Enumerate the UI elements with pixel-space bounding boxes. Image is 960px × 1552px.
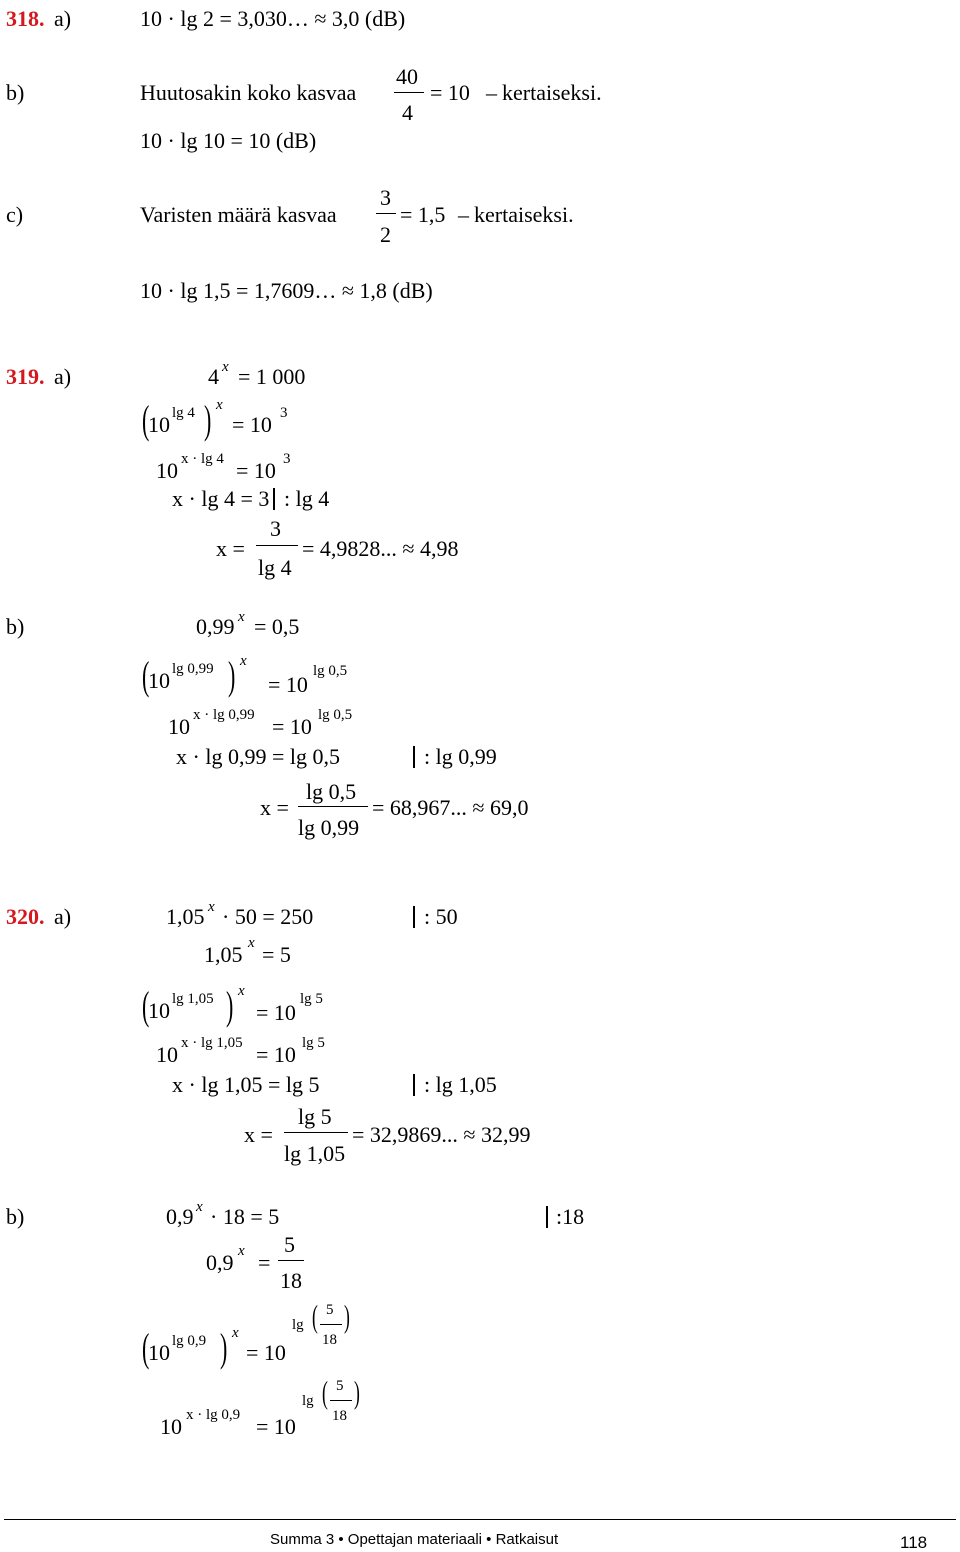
left-paren: ( bbox=[142, 397, 150, 442]
divider-bar bbox=[546, 1206, 548, 1228]
text-318c: Varisten määrä kasvaa bbox=[140, 202, 337, 227]
divider-bar bbox=[413, 1074, 415, 1096]
part-c-label: c) bbox=[6, 202, 24, 227]
math-equals: = bbox=[258, 1250, 271, 1275]
math-rest: = 5 bbox=[262, 942, 291, 967]
math-exponent: lg 0,5 bbox=[313, 663, 348, 679]
divider-bar bbox=[413, 906, 415, 928]
problem-number-320: 320. bbox=[6, 904, 45, 929]
math-base: 0,9 bbox=[166, 1204, 194, 1229]
math-rest: = 68,967... ≈ 69,0 bbox=[372, 795, 529, 820]
math-exponent: x bbox=[238, 1243, 245, 1259]
part-b-label: b) bbox=[6, 614, 25, 639]
math-rest: = 32,9869... ≈ 32,99 bbox=[352, 1122, 531, 1147]
math-exponent: x · lg 0,99 bbox=[193, 707, 255, 723]
fraction-denominator: 2 bbox=[380, 222, 391, 247]
math-exponent: x · lg 4 bbox=[181, 451, 224, 467]
math-inner-exponent: lg 4 bbox=[172, 405, 195, 421]
fraction-bar bbox=[256, 545, 298, 546]
divider-bar bbox=[273, 488, 275, 510]
math-base: 4 bbox=[208, 364, 219, 389]
fraction-bar bbox=[376, 213, 396, 214]
math-base: 10 bbox=[148, 1340, 170, 1365]
math-base: 10 bbox=[148, 668, 170, 693]
fraction-numerator: 3 bbox=[270, 516, 281, 541]
equation-line: x · lg 4 = 3 bbox=[172, 486, 270, 511]
math-base: 0,99 bbox=[196, 614, 235, 639]
part-a-label: a) bbox=[54, 6, 72, 31]
equation-318b: 10 · lg 10 = 10 (dB) bbox=[140, 128, 317, 153]
math-rest: = 0,5 bbox=[254, 614, 300, 639]
math-base: 10 bbox=[168, 714, 190, 739]
math-equals: = 10 bbox=[256, 1042, 296, 1067]
math-exponent: 3 bbox=[280, 405, 288, 421]
footer-rule bbox=[4, 1519, 956, 1520]
operation-label: : lg 1,05 bbox=[424, 1072, 497, 1097]
fraction-denominator: 18 bbox=[280, 1268, 302, 1293]
left-paren: ( bbox=[142, 983, 150, 1028]
part-a-label: a) bbox=[54, 364, 72, 389]
part-b-label: b) bbox=[6, 1204, 25, 1229]
math-exponent: 3 bbox=[283, 451, 291, 467]
operation-label: : lg 0,99 bbox=[424, 744, 497, 769]
fraction-denominator: lg 4 bbox=[258, 555, 292, 580]
math-rest: · 18 = 5 bbox=[210, 1204, 280, 1229]
part-b-label: b) bbox=[6, 80, 25, 105]
math-lg: lg bbox=[302, 1393, 314, 1409]
math-exponent: x bbox=[238, 609, 245, 625]
math-outer-exponent: x bbox=[216, 397, 223, 413]
math-exponent: lg 0,5 bbox=[318, 707, 353, 723]
math-equals: = 10 bbox=[256, 1000, 296, 1025]
math-base: 0,9 bbox=[206, 1250, 234, 1275]
math-equals: = 10 bbox=[236, 458, 276, 483]
operation-label: : 50 bbox=[424, 904, 458, 929]
part-a-label: a) bbox=[54, 904, 72, 929]
math-exponent: x · lg 1,05 bbox=[181, 1035, 243, 1051]
equation-line: x · lg 1,05 = lg 5 bbox=[172, 1072, 320, 1097]
math-exponent: x bbox=[208, 899, 215, 915]
math-base: 10 bbox=[156, 458, 178, 483]
text-kertaiseksi: kertaiseksi. bbox=[474, 202, 574, 227]
right-paren: ) bbox=[228, 653, 236, 698]
math-exponent: lg 5 bbox=[300, 991, 323, 1007]
fraction-numerator: lg 0,5 bbox=[306, 779, 357, 804]
math-base: 10 bbox=[148, 412, 170, 437]
fraction-bar bbox=[330, 1400, 352, 1401]
math-inner-exponent: lg 1,05 bbox=[172, 991, 214, 1007]
math-rest: = 1 000 bbox=[238, 364, 306, 389]
equation-318c: 10 · lg 1,5 = 1,7609… ≈ 1,8 (dB) bbox=[140, 278, 433, 303]
equation-result: = 1,5 bbox=[400, 202, 446, 227]
math-lhs: x = bbox=[260, 795, 289, 820]
fraction-numerator: 3 bbox=[380, 185, 391, 210]
right-paren: ) bbox=[204, 397, 212, 442]
math-exponent: x bbox=[248, 935, 255, 951]
left-paren: ( bbox=[312, 1298, 318, 1334]
fraction-numerator: 5 bbox=[336, 1378, 344, 1394]
math-base: 1,05 bbox=[204, 942, 243, 967]
text-318b: Huutosakin koko kasvaa bbox=[140, 80, 357, 105]
fraction-denominator: 4 bbox=[402, 100, 413, 125]
math-base: 10 bbox=[160, 1414, 182, 1439]
math-equals: = 10 bbox=[246, 1340, 286, 1365]
left-paren: ( bbox=[322, 1374, 328, 1410]
fraction-denominator: lg 0,99 bbox=[298, 815, 360, 840]
math-inner-exponent: lg 0,99 bbox=[172, 661, 214, 677]
fraction-bar bbox=[394, 92, 424, 93]
left-paren: ( bbox=[142, 1325, 150, 1370]
math-lhs: x = bbox=[244, 1122, 273, 1147]
fraction-numerator: 40 bbox=[396, 64, 418, 89]
fraction-denominator: 18 bbox=[322, 1332, 337, 1348]
math-equals: = 10 bbox=[268, 672, 308, 697]
fraction-bar bbox=[284, 1132, 348, 1133]
fraction-bar bbox=[298, 806, 368, 807]
divider-bar bbox=[413, 746, 415, 768]
fraction-numerator: 5 bbox=[326, 1302, 334, 1318]
math-exponent: x bbox=[196, 1199, 203, 1215]
math-lg: lg bbox=[292, 1317, 304, 1333]
math-rest: = 4,9828... ≈ 4,98 bbox=[302, 536, 459, 561]
math-outer-exponent: x bbox=[232, 1325, 239, 1341]
right-paren: ) bbox=[220, 1325, 228, 1370]
problem-number-318: 318. bbox=[6, 6, 45, 31]
math-lhs: x = bbox=[216, 536, 245, 561]
dash: – bbox=[458, 202, 469, 227]
fraction-numerator: 5 bbox=[284, 1232, 295, 1257]
fraction-denominator: lg 1,05 bbox=[284, 1141, 346, 1166]
text-kertaiseksi: kertaiseksi. bbox=[502, 80, 602, 105]
math-outer-exponent: x bbox=[238, 983, 245, 999]
fraction-bar bbox=[278, 1260, 304, 1261]
math-outer-exponent: x bbox=[240, 653, 247, 669]
problem-number-319: 319. bbox=[6, 364, 45, 389]
equation-318a: 10 · lg 2 = 3,030… ≈ 3,0 (dB) bbox=[140, 6, 406, 31]
math-equals: = 10 bbox=[256, 1414, 296, 1439]
equation-line: x · lg 0,99 = lg 0,5 bbox=[176, 744, 340, 769]
right-paren: ) bbox=[354, 1374, 360, 1410]
math-equals: = 10 bbox=[272, 714, 312, 739]
math-base: 1,05 bbox=[166, 904, 205, 929]
operation-label: : lg 4 bbox=[284, 486, 330, 511]
math-exponent: x · lg 0,9 bbox=[186, 1407, 241, 1423]
fraction-bar bbox=[320, 1324, 342, 1325]
math-equals: = 10 bbox=[232, 412, 272, 437]
fraction-numerator: lg 5 bbox=[298, 1104, 332, 1129]
math-exponent: x bbox=[222, 359, 229, 375]
math-exponent: lg 5 bbox=[302, 1035, 325, 1051]
footer-text: Summa 3 • Opettajan materiaali • Ratkaisut bbox=[270, 1531, 559, 1548]
math-rest: · 50 = 250 bbox=[222, 904, 314, 929]
page-number: 118 bbox=[900, 1533, 928, 1552]
left-paren: ( bbox=[142, 653, 150, 698]
right-paren: ) bbox=[344, 1298, 350, 1334]
right-paren: ) bbox=[226, 983, 234, 1028]
equation-result: = 10 bbox=[430, 80, 470, 105]
operation-label: :18 bbox=[556, 1204, 585, 1229]
math-base: 10 bbox=[156, 1042, 178, 1067]
math-inner-exponent: lg 0,9 bbox=[172, 1333, 207, 1349]
dash: – bbox=[486, 80, 497, 105]
math-base: 10 bbox=[148, 998, 170, 1023]
fraction-denominator: 18 bbox=[332, 1408, 347, 1424]
